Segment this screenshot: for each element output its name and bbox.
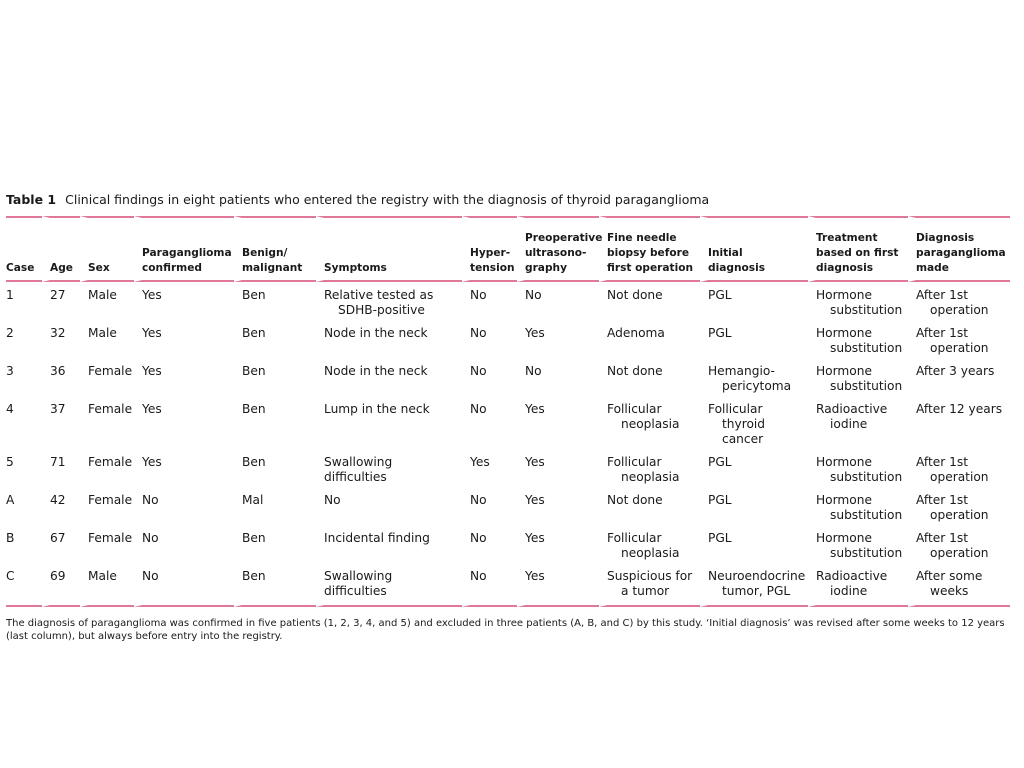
cell-line: Follicular [607, 455, 662, 469]
table-cell [316, 282, 462, 322]
cell-line: Follicular [708, 402, 763, 416]
cell-line: No [324, 493, 341, 507]
cell-line: Hormone [816, 455, 872, 469]
table-cell [517, 527, 599, 565]
table-cell [808, 565, 908, 607]
cell-line: Male [88, 569, 117, 583]
cell-line: No [142, 493, 159, 507]
cell-line: Yes [142, 364, 162, 378]
table-cell [234, 451, 316, 489]
table-cell [908, 360, 1010, 398]
table-cell [42, 565, 80, 607]
table-cell [234, 398, 316, 451]
table-cell [234, 322, 316, 360]
table-cell [808, 398, 908, 451]
table-cell [700, 527, 808, 565]
table-cell [599, 322, 700, 360]
cell-line: PGL [708, 326, 732, 340]
header-line: Symptoms [324, 262, 387, 274]
cell-line: C [6, 569, 15, 583]
cell-line: neoplasia [621, 417, 680, 431]
cell-line: Yes [525, 569, 545, 583]
cell-line: Radioactive [816, 569, 888, 583]
cell-line: Female [88, 493, 133, 507]
header-line: Case [6, 262, 35, 274]
column-header [700, 216, 808, 282]
table-cell [908, 527, 1010, 565]
table-cell [234, 527, 316, 565]
table-row [6, 489, 1010, 527]
column-header [599, 216, 700, 282]
column-header [908, 216, 1010, 282]
table-cell [462, 322, 517, 360]
cell-line: operation [930, 303, 989, 317]
cell-line: No [470, 402, 487, 416]
table-cell [599, 489, 700, 527]
cell-line: 5 [6, 455, 14, 469]
table-cell [80, 489, 134, 527]
table-cell [42, 527, 80, 565]
table-cell [599, 282, 700, 322]
header-line: Hyper- [470, 247, 511, 259]
cell-line: Adenoma [607, 326, 665, 340]
cell-line: weeks [930, 584, 969, 598]
cell-line: SDHB-positive [338, 303, 425, 317]
table-cell [808, 489, 908, 527]
header-line: made [916, 262, 949, 274]
cell-line: After 1st [916, 531, 969, 545]
table-cell [6, 322, 42, 360]
table-cell [908, 489, 1010, 527]
table-cell [42, 398, 80, 451]
cell-line: No [142, 569, 159, 583]
table-cell [462, 565, 517, 607]
table-label: Table 1 [6, 192, 57, 207]
cell-line: Female [88, 364, 133, 378]
table-cell [517, 360, 599, 398]
cell-line: iodine [830, 417, 868, 431]
cell-line: No [470, 364, 487, 378]
cell-line: a tumor [621, 584, 670, 598]
table-cell [462, 527, 517, 565]
table-cell [42, 282, 80, 322]
cell-line: Ben [242, 288, 266, 302]
cell-line: No [470, 493, 487, 507]
cell-line: Female [88, 402, 133, 416]
table-cell [80, 565, 134, 607]
cell-line: No [525, 364, 542, 378]
cell-line: Radioactive [816, 402, 888, 416]
table-cell [134, 398, 234, 451]
header-line: paraganglioma [916, 247, 1006, 259]
cell-line: substitution [830, 303, 903, 317]
cell-line: iodine [830, 584, 868, 598]
table-cell [316, 322, 462, 360]
cell-line: No [470, 326, 487, 340]
table-cell [134, 565, 234, 607]
table-cell [462, 451, 517, 489]
cell-line: No [525, 288, 542, 302]
header-line: Preoperative [525, 232, 603, 244]
header-line: malignant [242, 262, 303, 274]
table-cell [6, 489, 42, 527]
table-title: Clinical findings in eight patients who entered the registry with the diagnosis of thyroid paraganglioma [65, 192, 710, 207]
cell-line: Swallowing difficulties [324, 569, 393, 598]
cell-line: PGL [708, 455, 732, 469]
table-cell [908, 282, 1010, 322]
cell-line: Male [88, 326, 117, 340]
table-cell [134, 451, 234, 489]
table-cell [517, 282, 599, 322]
table-row [6, 360, 1010, 398]
cell-line: PGL [708, 288, 732, 302]
header-line: Sex [88, 262, 110, 274]
table-cell [908, 451, 1010, 489]
table-cell [234, 565, 316, 607]
cell-line: Ben [242, 455, 266, 469]
header-line: Fine needle [607, 232, 677, 244]
table-cell [316, 489, 462, 527]
table-row [6, 322, 1010, 360]
cell-line: After 1st [916, 326, 969, 340]
cell-line: Yes [142, 288, 162, 302]
table-cell [599, 360, 700, 398]
cell-line: Node in the neck [324, 364, 428, 378]
cell-line: Female [88, 455, 133, 469]
table-cell [234, 360, 316, 398]
table-row [6, 451, 1010, 489]
cell-line: Ben [242, 402, 266, 416]
cell-line: Yes [470, 455, 490, 469]
table-cell [234, 489, 316, 527]
table-cell [462, 489, 517, 527]
cell-line: After 12 years [916, 402, 1003, 416]
column-header [6, 216, 42, 282]
table-cell [6, 282, 42, 322]
cell-line: Follicular [607, 531, 662, 545]
cell-line: No [470, 569, 487, 583]
table-cell [599, 451, 700, 489]
table-cell [80, 451, 134, 489]
cell-line: Hormone [816, 531, 872, 545]
cell-line: Ben [242, 364, 266, 378]
header-line: ultrasono- [525, 247, 587, 259]
cell-line: 4 [6, 402, 14, 416]
cell-line: 1 [6, 288, 14, 302]
table-cell [599, 527, 700, 565]
header-line: biopsy before [607, 247, 690, 259]
table-cell [134, 360, 234, 398]
column-header [80, 216, 134, 282]
table-cell [42, 489, 80, 527]
header-line: diagnosis [816, 262, 874, 274]
cell-line: substitution [830, 508, 903, 522]
table-cell [6, 527, 42, 565]
cell-line: thyroid cancer [722, 417, 766, 446]
table-cell [6, 565, 42, 607]
table-cell [462, 282, 517, 322]
cell-line: Yes [525, 493, 545, 507]
header-line: first operation [607, 262, 694, 274]
table-cell [599, 398, 700, 451]
table-cell [808, 282, 908, 322]
table-row [6, 398, 1010, 451]
table-cell [700, 489, 808, 527]
cell-line: PGL [708, 493, 732, 507]
cell-line: 3 [6, 364, 14, 378]
table-row [6, 282, 1010, 322]
cell-line: Yes [525, 455, 545, 469]
cell-line: 27 [50, 288, 66, 302]
cell-line: After 3 years [916, 364, 995, 378]
table-body [6, 282, 1010, 607]
cell-line: PGL [708, 531, 732, 545]
cell-line: After 1st [916, 493, 969, 507]
table-cell [316, 398, 462, 451]
table-cell [700, 451, 808, 489]
table-cell [316, 527, 462, 565]
table-cell [700, 282, 808, 322]
table-cell [42, 360, 80, 398]
cell-line: Relative tested as [324, 288, 434, 302]
cell-line: B [6, 531, 15, 545]
cell-line: pericytoma [722, 379, 792, 393]
column-header [462, 216, 517, 282]
cell-line: Hormone [816, 493, 872, 507]
header-line: Paraganglioma [142, 247, 232, 259]
cell-line: Hormone [816, 364, 872, 378]
cell-line: Male [88, 288, 117, 302]
clinical-findings-table [6, 216, 1010, 607]
cell-line: No [470, 531, 487, 545]
table-row [6, 565, 1010, 607]
header-line: Diagnosis [916, 232, 975, 244]
table-cell [517, 451, 599, 489]
cell-line: After 1st [916, 288, 969, 302]
column-header [234, 216, 316, 282]
cell-line: 71 [50, 455, 66, 469]
cell-line: Hormone [816, 326, 872, 340]
header-line: diagnosis [708, 262, 766, 274]
table-cell [42, 451, 80, 489]
cell-line: Ben [242, 531, 266, 545]
table-cell [316, 360, 462, 398]
table-caption [6, 192, 1012, 207]
cell-line: Yes [142, 402, 162, 416]
table-cell [517, 322, 599, 360]
cell-line: substitution [830, 341, 903, 355]
cell-line: Hemangio- [708, 364, 775, 378]
column-header [808, 216, 908, 282]
cell-line: Not done [607, 288, 663, 302]
cell-line: Yes [525, 326, 545, 340]
table-cell [908, 398, 1010, 451]
table-cell [700, 398, 808, 451]
table-cell [517, 489, 599, 527]
table-cell [700, 322, 808, 360]
table-cell [808, 322, 908, 360]
header-line: Age [50, 262, 73, 274]
table-cell [134, 527, 234, 565]
column-header [42, 216, 80, 282]
cell-line: 37 [50, 402, 66, 416]
header-line: tension [470, 262, 515, 274]
column-header [316, 216, 462, 282]
cell-line: Suspicious for [607, 569, 693, 583]
table-cell [700, 565, 808, 607]
cell-line: operation [930, 546, 989, 560]
table-cell [80, 398, 134, 451]
table-cell [808, 360, 908, 398]
cell-line: Incidental finding [324, 531, 430, 545]
cell-line: A [6, 493, 15, 507]
cell-line: operation [930, 508, 989, 522]
cell-line: Yes [142, 326, 162, 340]
table-cell [462, 398, 517, 451]
cell-line: Yes [525, 402, 545, 416]
table-cell [517, 565, 599, 607]
cell-line: Neuroendocrine [708, 569, 806, 583]
cell-line: 32 [50, 326, 66, 340]
table-row [6, 527, 1010, 565]
table-cell [6, 451, 42, 489]
cell-line: 67 [50, 531, 66, 545]
table-cell [517, 398, 599, 451]
cell-line: Hormone [816, 288, 872, 302]
table-cell [134, 282, 234, 322]
table-cell [6, 360, 42, 398]
table-cell [134, 322, 234, 360]
cell-line: Not done [607, 364, 663, 378]
column-header [517, 216, 603, 282]
table-cell [80, 360, 134, 398]
table-cell [6, 398, 42, 451]
cell-line: Mal [242, 493, 264, 507]
cell-line: substitution [830, 470, 903, 484]
header-line: Initial [708, 247, 743, 259]
table-cell [808, 527, 908, 565]
header-line: graphy [525, 262, 567, 274]
table-cell [462, 360, 517, 398]
cell-line: Node in the neck [324, 326, 428, 340]
cell-line: No [142, 531, 159, 545]
table-cell [599, 565, 700, 607]
cell-line: After 1st [916, 455, 969, 469]
cell-line: substitution [830, 546, 903, 560]
header-row [6, 216, 1010, 282]
cell-line: After some [916, 569, 983, 583]
header-line: Treatment [816, 232, 878, 244]
table-cell [42, 322, 80, 360]
cell-line: 69 [50, 569, 66, 583]
header-line: confirmed [142, 262, 202, 274]
header-line: Benign/ [242, 247, 288, 259]
cell-line: tumor, PGL [722, 584, 791, 598]
cell-line: operation [930, 341, 989, 355]
table-cell [908, 565, 1010, 607]
table-cell [80, 527, 134, 565]
table-cell [700, 360, 808, 398]
cell-line: Yes [142, 455, 162, 469]
cell-line: Female [88, 531, 133, 545]
cell-line: Ben [242, 326, 266, 340]
cell-line: Follicular [607, 402, 662, 416]
table-cell [316, 451, 462, 489]
cell-line: operation [930, 470, 989, 484]
cell-line: 36 [50, 364, 66, 378]
table-block [6, 192, 1012, 643]
table-cell [808, 451, 908, 489]
cell-line: Swallowing difficulties [324, 455, 393, 484]
cell-line: 42 [50, 493, 66, 507]
cell-line: No [470, 288, 487, 302]
table-cell [80, 322, 134, 360]
table-cell [134, 489, 234, 527]
table-footnote: The diagnosis of paraganglioma was confirmed in five patients (1, 2, 3, 4, and 5) and excluded in three patients (A, B, and C) by this study. ‘Initial diagnosis’ was revised after some weeks to 12 years (last column), but always before entry into the registry. [6, 618, 1005, 642]
header-line: based on first [816, 247, 899, 259]
table-cell [80, 282, 134, 322]
cell-line: neoplasia [621, 470, 680, 484]
cell-line: Ben [242, 569, 266, 583]
table-cell [234, 282, 316, 322]
column-header [134, 216, 234, 282]
cell-line: Lump in the neck [324, 402, 430, 416]
cell-line: 2 [6, 326, 14, 340]
cell-line: Not done [607, 493, 663, 507]
cell-line: neoplasia [621, 546, 680, 560]
table-cell [316, 565, 462, 607]
cell-line: Yes [525, 531, 545, 545]
table-cell [908, 322, 1010, 360]
cell-line: substitution [830, 379, 903, 393]
